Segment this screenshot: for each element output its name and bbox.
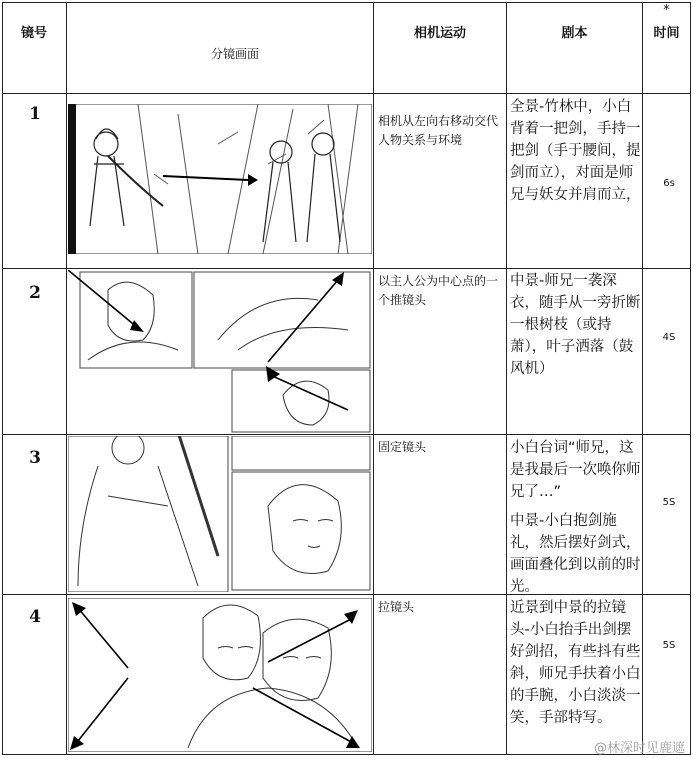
header-shot-no: 镜号 xyxy=(20,26,47,41)
row-divider xyxy=(2,93,691,94)
camera-movement: 固定镜头 xyxy=(378,440,427,454)
col-divider xyxy=(373,2,374,755)
shot-duration: 6s xyxy=(663,178,675,189)
shot-number: 2 xyxy=(29,283,41,303)
script-text: 全景-竹林中，小白背着一把剑，手持一把剑（手于腰间，提剑而立），对面是师兄与妖女并肩而立， xyxy=(510,99,641,203)
camera-movement: 拉镜头 xyxy=(378,600,415,614)
storyboard-frame-4 xyxy=(68,598,372,752)
shot-duration: 4S xyxy=(662,332,676,343)
col-divider xyxy=(642,2,643,755)
header-camera: 相机运动 xyxy=(413,26,466,41)
header-script: 剧本 xyxy=(561,26,588,41)
script-dialogue: 小白台词“师兄，这是我最后一次唤你师兄了…” xyxy=(510,440,641,500)
shot-number: 3 xyxy=(29,448,41,468)
header-frames: 分镜画面 xyxy=(210,47,259,61)
camera-movement: 以主人公为中心点的一个推镜头 xyxy=(378,274,499,307)
table-border-bottom xyxy=(2,754,691,755)
camera-movement: 相机从左向右移动交代人物关系与环境 xyxy=(378,114,499,147)
header-time: 时间 xyxy=(653,26,680,41)
table-border-top xyxy=(2,2,691,3)
header-time-mark: * xyxy=(663,3,670,18)
script-text: 中景-小白抱剑施礼，然后摆好剑式，画面叠化到以前的时光。 xyxy=(510,513,641,595)
storyboard-frame-2 xyxy=(68,270,372,434)
watermark: @林深时见鹿遮 xyxy=(593,741,685,756)
row-divider xyxy=(2,434,691,435)
storyboard-frame-1 xyxy=(68,104,372,254)
shot-number: 4 xyxy=(29,607,41,627)
shot-duration: 5S xyxy=(662,640,676,651)
row-divider xyxy=(2,268,691,269)
col-divider xyxy=(506,2,507,755)
shot-number: 1 xyxy=(29,104,41,124)
script-text: 中景-师兄一袭深衣，随手从一旁折断一根树枝（或持萧），叶子洒落（鼓风机） xyxy=(510,273,641,377)
script-text: 近景到中景的拉镜头-小白抬手出剑摆好剑招，有些抖有些斜，师兄手扶着小白的手腕，小白淡淡一笑，手部特写。 xyxy=(510,600,641,726)
storyboard-frame-3 xyxy=(68,436,372,592)
shot-duration: 5S xyxy=(662,497,676,508)
